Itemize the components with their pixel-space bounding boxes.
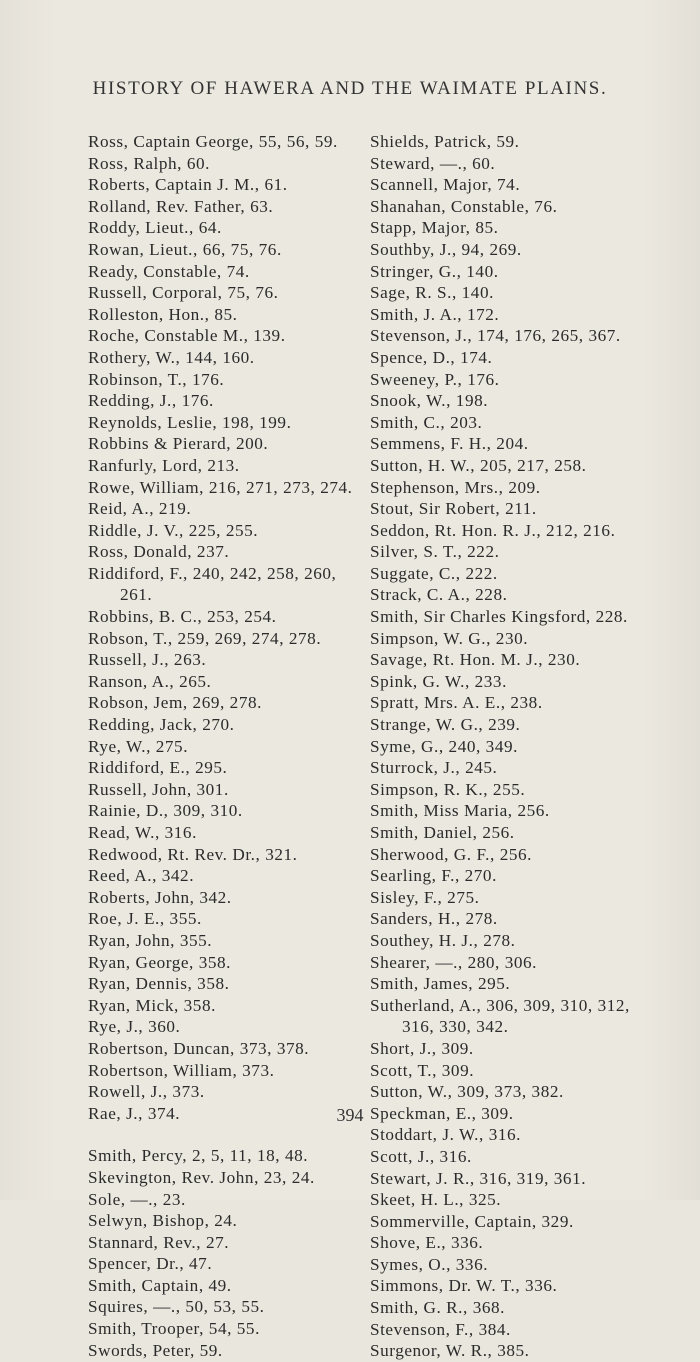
index-entry: Ryan, Mick, 358.	[88, 995, 216, 1015]
index-entry: Shearer, —., 280, 306.	[370, 952, 538, 972]
index-entry: Roberts, John, 342.	[88, 887, 232, 907]
index-entry: Rowan, Lieut., 66, 75, 76.	[88, 239, 282, 259]
index-entry: Ross, Captain George, 55, 56, 59.	[88, 132, 338, 151]
index-entry: Sturrock, J., 245.	[370, 758, 498, 778]
index-entry: Rolleston, Hon., 85.	[88, 304, 238, 324]
index-entry: Ryan, John, 355.	[88, 930, 213, 950]
index-entry: Spratt, Mrs. A. E., 238.	[370, 693, 543, 713]
index-entry: Roddy, Lieut., 64.	[88, 218, 222, 238]
index-entry: Stoddart, J. W., 316.	[370, 1125, 521, 1145]
index-entry: Rae, J., 374.	[88, 1103, 181, 1123]
index-entry: Redwood, Rt. Rev. Dr., 321.	[88, 844, 298, 864]
index-entry: Semmens, F. H., 204.	[370, 434, 529, 454]
index-entry: Smith, Miss Maria, 256.	[370, 801, 550, 821]
index-entry: Rainie, D., 309, 310.	[88, 801, 243, 821]
index-entry: Robertson, William, 373.	[88, 1060, 275, 1080]
index-entry: Roe, J. E., 355.	[88, 909, 202, 929]
index-entry: Reid, A., 219.	[88, 499, 192, 519]
index-entry: Russell, Corporal, 75, 76.	[88, 283, 279, 303]
index-entry: Russell, John, 301.	[88, 779, 229, 799]
index-entry: Rowell, J., 373.	[88, 1082, 205, 1102]
index-entry: Ready, Constable, 74.	[88, 261, 250, 281]
index-entry: Smith, C., 203.	[370, 412, 483, 432]
page-number: 394	[336, 1105, 364, 1125]
index-entry: Simpson, W. G., 230.	[370, 628, 529, 648]
index-entry: Short, J., 309.	[370, 1038, 474, 1058]
index-entry: Shanahan, Constable, 76.	[370, 196, 558, 216]
index-entry: Ryan, George, 358.	[88, 952, 232, 972]
index-entry: Spink, G. W., 233.	[370, 671, 507, 691]
index-entry: Sisley, F., 275.	[370, 887, 480, 907]
index-entry: Stevenson, F., 384.	[370, 1319, 511, 1339]
index-entry: Spencer, Dr., 47.	[88, 1254, 213, 1274]
index-entry: Smith, Sir Charles Kingsford, 228.	[370, 607, 628, 627]
index-entry: Scannell, Major, 74.	[370, 175, 521, 195]
left-block-3	[88, 1145, 358, 1361]
index-entry: Riddiford, E., 295.	[88, 758, 228, 778]
index-entry: Stannard, Rev., 27.	[88, 1232, 230, 1252]
index-entry: Southby, J., 94, 269.	[370, 239, 522, 259]
index-entry: Rowe, William, 216, 271, 273, 274.	[88, 477, 353, 497]
index-entry: Steward, —., 60.	[370, 153, 496, 173]
index-entry: Speckman, E., 309.	[370, 1103, 514, 1123]
index-entry: Smith, Captain, 49.	[88, 1275, 232, 1295]
index-entry: Swords, Peter, 59.	[88, 1340, 223, 1360]
index-entry: Smith, James, 295.	[370, 974, 511, 994]
index-entry: Syme, G., 240, 349.	[370, 736, 518, 756]
index-entry: Stevenson, J., 174, 176, 265, 367.	[370, 326, 621, 346]
index-entry: Ross, Donald, 237.	[88, 542, 230, 562]
index-entry: Simmons, Dr. W. T., 336.	[370, 1276, 558, 1296]
left-index-column	[88, 131, 358, 1361]
index-entry: Smith, Percy, 2, 5, 11, 18, 48.	[88, 1146, 309, 1166]
index-entry: Roberts, Captain J. M., 61.	[88, 175, 288, 195]
index-entry: Selwyn, Bishop, 24.	[88, 1211, 238, 1231]
index-entry: Shove, E., 336.	[370, 1233, 484, 1253]
index-entry: Surgenor, W. R., 385.	[370, 1341, 530, 1361]
index-entry: Sanders, H., 278.	[370, 909, 498, 929]
index-entry: Reed, A., 342.	[88, 866, 195, 886]
index-entry: Redding, J., 176.	[88, 391, 214, 411]
index-entry: Roche, Constable M., 139.	[88, 326, 286, 346]
index-entry: Scott, J., 316.	[370, 1146, 472, 1166]
index-entry: Redding, Jack, 270.	[88, 715, 235, 735]
index-entry: Strack, C. A., 228.	[370, 585, 508, 605]
index-entry: Sutton, W., 309, 373, 382.	[370, 1082, 564, 1102]
right-block-1	[370, 131, 675, 1038]
index-entry: Riddle, J. V., 225, 255.	[88, 520, 259, 540]
index-entry: Simpson, R. K., 255.	[370, 779, 526, 799]
index-entry: Savage, Rt. Hon. M. J., 230.	[370, 650, 581, 670]
index-entry: Smith, J. A., 172.	[370, 304, 500, 324]
index-entry: Robson, T., 259, 269, 274, 278.	[88, 628, 322, 648]
index-entry: Read, W., 316.	[88, 823, 197, 842]
index-entry: Ross, Ralph, 60.	[88, 153, 210, 173]
index-entry: Sweeney, P., 176.	[370, 369, 500, 389]
index-entry: Stout, Sir Robert, 211.	[370, 499, 537, 519]
index-entry: Sherwood, G. F., 256.	[370, 844, 532, 864]
index-entry: Seddon, Rt. Hon. R. J., 212, 216.	[370, 520, 616, 540]
index-entry-continuation: 261.	[120, 585, 153, 605]
index-entry: Symes, O., 336.	[370, 1254, 489, 1274]
index-entry: Skevington, Rev. John, 23, 24.	[88, 1167, 315, 1187]
index-entry: Ranson, A., 265.	[88, 671, 212, 691]
index-entry: Skeet, H. L., 325.	[370, 1190, 502, 1210]
running-header: HISTORY OF HAWERA AND THE WAIMATE PLAINS.	[92, 78, 608, 99]
index-entry-continuation: 316, 330, 342.	[402, 1017, 509, 1037]
index-entry: Robertson, Duncan, 373, 378.	[88, 1038, 310, 1058]
index-entry: Rolland, Rev. Father, 63.	[88, 196, 274, 216]
index-entry: Rothery, W., 144, 160.	[88, 347, 255, 367]
index-entry: Sutherland, A., 306, 309, 310, 312,	[370, 995, 630, 1015]
index-entry: Rye, J., 360.	[88, 1017, 181, 1037]
index-entry: Reynolds, Leslie, 198, 199.	[88, 412, 292, 432]
index-entry: Sole, —., 23.	[88, 1189, 186, 1209]
index-entry: Riddiford, F., 240, 242, 258, 260,	[88, 563, 337, 583]
index-entry: Stewart, J. R., 316, 319, 361.	[370, 1168, 587, 1188]
index-entry: Sommerville, Captain, 329.	[370, 1211, 574, 1231]
section-gap	[88, 1124, 358, 1145]
index-entry: Snook, W., 198.	[370, 391, 489, 411]
index-entry: Sutton, H. W., 205, 217, 258.	[370, 455, 587, 475]
index-entry: Robbins & Pierard, 200.	[88, 434, 269, 454]
index-entry: Strange, W. G., 239.	[370, 715, 521, 735]
index-entry: Southey, H. J., 278.	[370, 930, 516, 950]
index-entry: Stapp, Major, 85.	[370, 218, 499, 238]
index-entry: Sage, R. S., 140.	[370, 283, 494, 303]
index-entry: Smith, Trooper, 54, 55.	[88, 1319, 260, 1339]
index-entry: Robson, Jem, 269, 278.	[88, 693, 262, 713]
index-entry: Spence, D., 174.	[370, 347, 493, 367]
index-entry: Squires, —., 50, 53, 55.	[88, 1297, 265, 1317]
index-entry: Scott, T., 309.	[370, 1060, 475, 1080]
index-entry: Silver, S. T., 222.	[370, 542, 500, 562]
right-index-column	[370, 131, 675, 1362]
index-entry: Russell, J., 263.	[88, 650, 207, 670]
index-entry: Stringer, G., 140.	[370, 261, 499, 281]
index-entry: Rye, W., 275.	[88, 736, 189, 756]
index-entry: Ryan, Dennis, 358.	[88, 974, 230, 994]
index-entry: Searling, F., 270.	[370, 866, 497, 886]
index-entry: Robinson, T., 176.	[88, 369, 225, 389]
index-entry: Smith, G. R., 368.	[370, 1298, 506, 1318]
index-entry: Ranfurly, Lord, 213.	[88, 455, 240, 475]
left-block-2	[88, 606, 358, 1124]
index-entry: Robbins, B. C., 253, 254.	[88, 607, 277, 627]
index-entry: Shields, Patrick, 59.	[370, 132, 520, 151]
index-entry: Stephenson, Mrs., 209.	[370, 477, 541, 497]
index-entry: Suggate, C., 222.	[370, 563, 498, 583]
index-entry: Smith, Daniel, 256.	[370, 823, 515, 842]
left-block-1	[88, 131, 358, 606]
